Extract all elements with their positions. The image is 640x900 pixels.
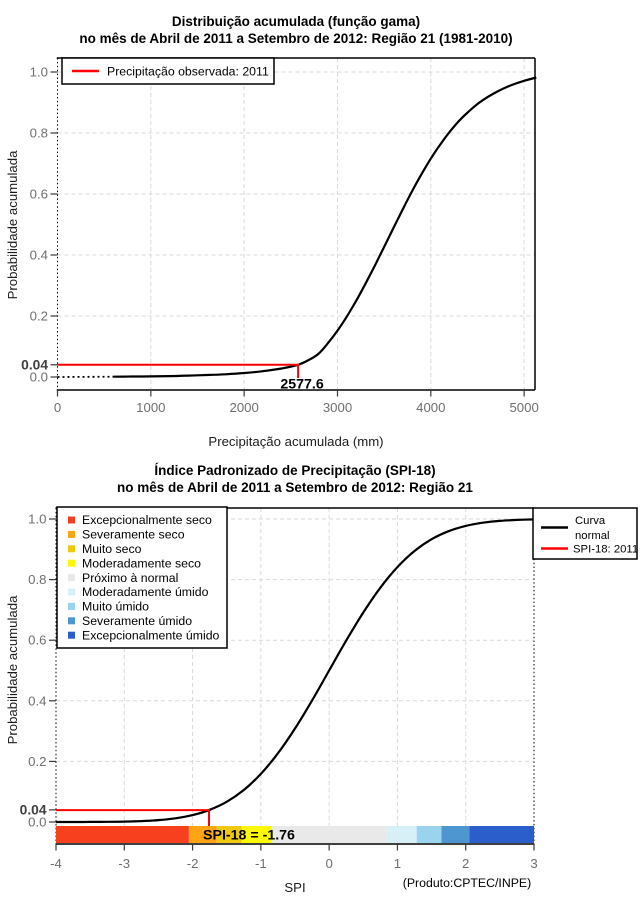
x-tick-label: -1 (254, 856, 267, 871)
chart2-x-axis-title: SPI (284, 880, 306, 895)
observed-precipitation-value: 2577.6 (280, 376, 324, 393)
legend-curva-label: Curva (575, 515, 606, 527)
spi-bar-segment-6 (417, 826, 442, 843)
category-label: Moderadamente seco (82, 556, 201, 571)
y-tick-label: 0.04 (19, 802, 47, 818)
chart1-plot-area (21, 58, 539, 415)
chart1-title: Distribuição acumulada (função gama) (171, 14, 421, 29)
x-tick-label: -4 (50, 856, 62, 871)
y-tick-label: 0.6 (28, 632, 47, 648)
x-tick-label: 0 (325, 856, 333, 871)
category-label: Muito seco (82, 542, 142, 556)
spi-bar-segment-8 (469, 826, 534, 843)
legend-normal-label: normal (575, 530, 610, 542)
spi-bar-segment-0 (56, 826, 189, 843)
category-label: Severamente seco (82, 527, 185, 542)
x-tick-label: 1000 (136, 400, 166, 415)
chart1-y-axis-title: Probabilidade acumulada (5, 150, 20, 300)
category-swatch-icon (68, 517, 75, 524)
category-label: Excepcionalmente seco (82, 513, 212, 528)
category-swatch-icon (68, 617, 75, 624)
legend-observed-label: Precipitação observada: 2011 (107, 64, 269, 79)
observed-spi-value: SPI-18 = -1.76 (203, 827, 295, 844)
y-tick-label: 0.8 (28, 572, 47, 588)
gamma-cdf-curve (114, 78, 537, 377)
category-swatch-icon (68, 603, 75, 610)
spi-cdf-chart (0, 455, 640, 900)
category-swatch-icon (68, 632, 75, 639)
x-tick-label: 5000 (509, 400, 539, 415)
category-swatch-icon (68, 589, 75, 596)
y-tick-label: 0.6 (29, 186, 48, 202)
y-tick-label: 1.0 (29, 64, 48, 80)
y-tick-label: 0.2 (29, 308, 48, 324)
y-tick-label: 0.0 (29, 369, 48, 385)
x-tick-label: 3000 (322, 400, 353, 415)
category-swatch-icon (68, 545, 75, 552)
chart1-subtitle: no mês de Abril de 2011 a Setembro de 2012: Região 21 (1981-2010) (79, 31, 513, 46)
legend-spi2011-label: SPI-18: 2011 (573, 543, 639, 556)
y-tick-label: 1.0 (28, 511, 47, 527)
y-tick-label: 0.2 (28, 753, 47, 769)
category-label: Próximo à normal (82, 570, 179, 585)
chart2-y-axis-title: Probabilidade acumulada (5, 595, 20, 745)
observed-spi-line (56, 810, 209, 826)
y-tick-label: 0.0 (28, 814, 47, 830)
x-tick-label: 4000 (416, 400, 446, 415)
x-tick-label: 2 (462, 856, 470, 871)
chart2-title: Índice Padronizado de Precipitação (SPI-18) (154, 463, 436, 478)
y-tick-label: 0.8 (29, 125, 48, 141)
y-tick-label: 0.4 (28, 693, 47, 709)
x-tick-label: -2 (186, 856, 199, 871)
category-swatch-icon (68, 574, 75, 581)
category-label: Severamente úmido (82, 614, 193, 628)
category-swatch-icon (68, 531, 75, 538)
chart2-subtitle: no mês de Abril de 2011 a Setembro de 2012: Região 21 (117, 480, 473, 495)
y-tick-label: 0.04 (21, 357, 48, 373)
chart1-x-axis-title: Precipitação acumulada (mm) (208, 434, 384, 449)
y-tick-label: 0.4 (29, 247, 48, 263)
x-tick-label: -3 (118, 856, 131, 871)
category-label: Moderadamente úmido (82, 585, 209, 600)
x-tick-label: 3 (530, 856, 538, 871)
chart2-plot-area (20, 507, 638, 871)
x-tick-label: 0 (53, 400, 62, 415)
spi-bar-segment-5 (387, 826, 417, 843)
x-tick-label: 1 (393, 856, 402, 871)
spi-bar-segment-7 (441, 826, 469, 843)
category-swatch-icon (68, 560, 75, 567)
category-label: Excepcionalmente úmido (82, 628, 220, 643)
product-credit: (Produto:CPTEC/INPE) (402, 876, 532, 890)
category-label: Muito úmido (82, 599, 149, 614)
x-tick-label: 2000 (229, 400, 259, 415)
